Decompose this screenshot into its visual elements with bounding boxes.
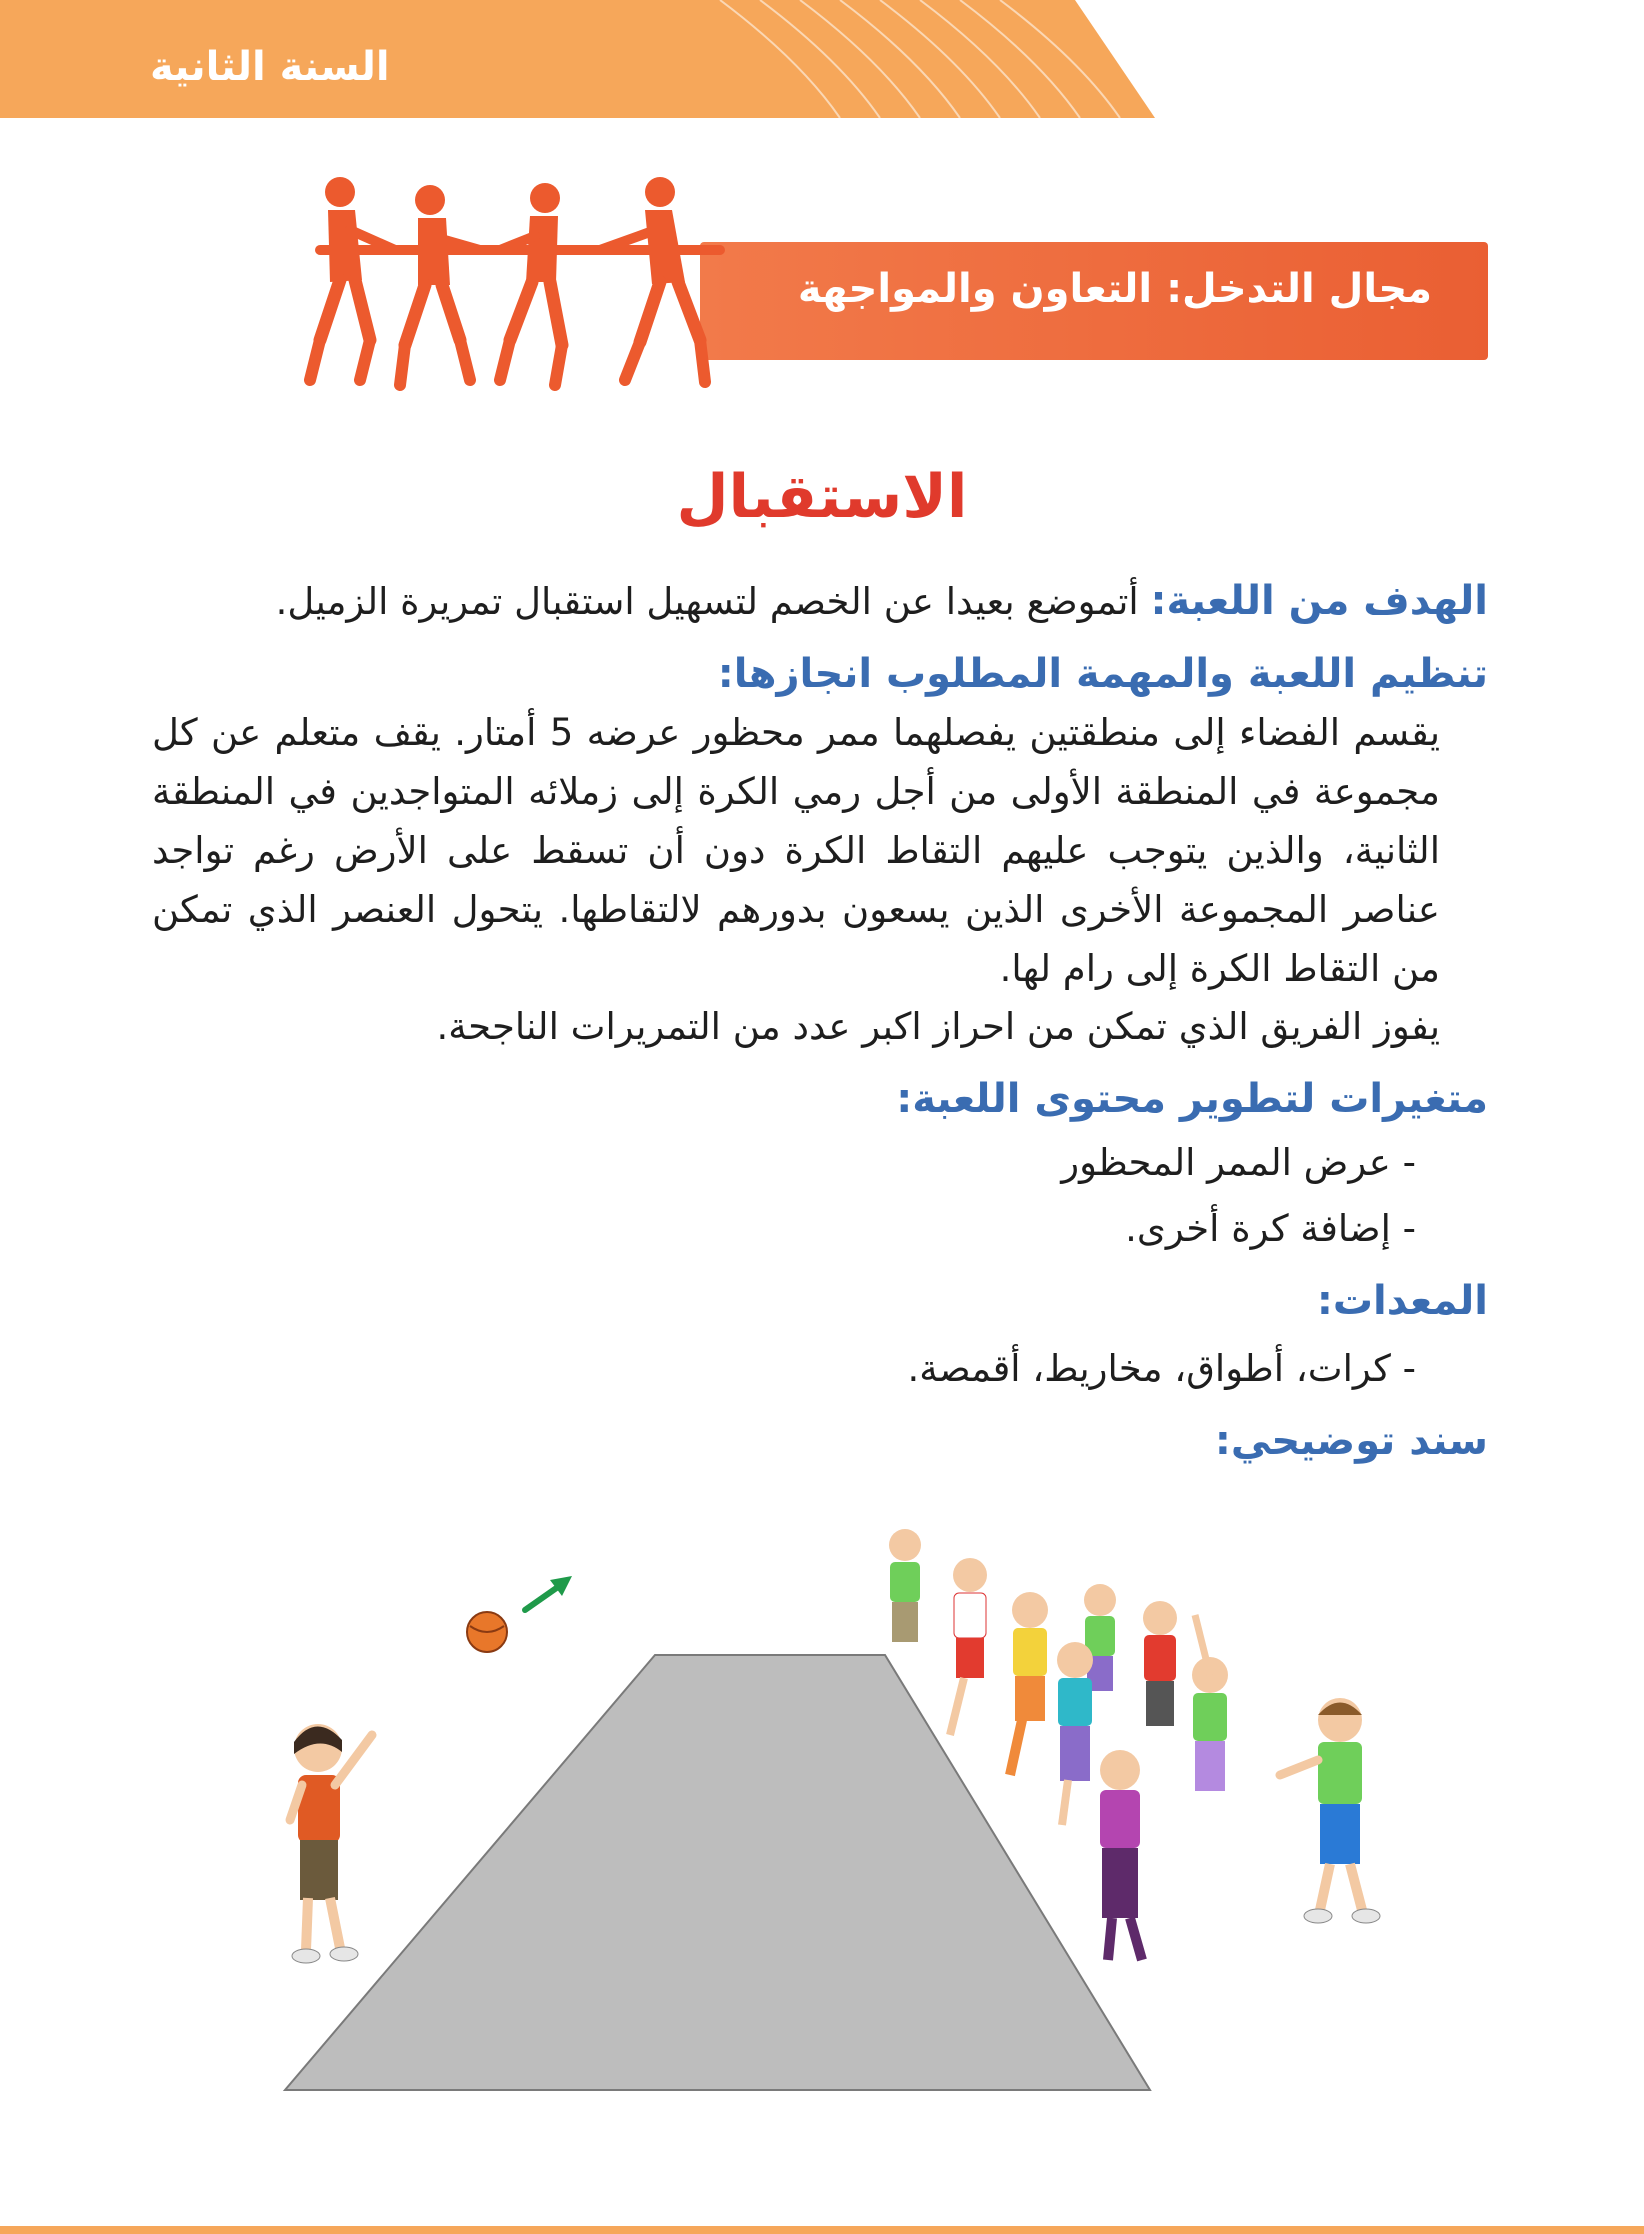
year-label: السنة الثانية xyxy=(150,44,390,90)
field-banner xyxy=(300,170,1490,410)
goal-text: أتموضع بعيدا عن الخصم لتسهيل استقبال تمريرة الزميل. xyxy=(275,580,1151,623)
page-title: الاستقبال xyxy=(676,462,968,532)
header-band xyxy=(0,0,1644,118)
goal-label: الهدف من اللعبة: xyxy=(1150,578,1488,624)
organization-paragraph-2: يفوز الفريق الذي تمكن من احراز اكبر عدد من التمريرات الناجحة. xyxy=(436,1005,1440,1048)
court-illustration xyxy=(250,1520,1430,2100)
variables-item: - عرض الممر المحظور xyxy=(1061,1141,1416,1184)
equipment-heading: المعدات: xyxy=(1316,1278,1488,1324)
footer-line xyxy=(0,2226,1644,2234)
variables-item: - إضافة كرة أخرى. xyxy=(1125,1207,1416,1250)
banner-text: مجال التدخل: التعاون والمواجهة xyxy=(797,266,1432,312)
tug-of-war-icon xyxy=(300,170,740,410)
arrow-icon xyxy=(525,1576,572,1610)
organization-paragraph-1: يقسم الفضاء إلى منطقتين يفصلهما ممر محظور عرضه 5 أمتار. يقف متعلم عن كل مجموعة في المنطقة الأولى من أجل رمي الكرة إلى زملائه المتواجدين في المنطقة الثانية، والذين يتوجب عليهم التقاط الكرة دون أن تسقط على الأرض رغم تواجد عناصر المجموعة الأخرى الذين يسعون بدورهم لالتقاطها. يتحول العنصر الذي تمكن من التقاط الكرة إلى رام لها. xyxy=(152,711,1440,990)
content xyxy=(152,572,1488,1470)
illustration-heading: سند توضيحي: xyxy=(1214,1418,1488,1464)
illustration xyxy=(250,1520,1430,2100)
goal-line xyxy=(152,572,1488,631)
ball-icon xyxy=(467,1612,507,1652)
organization-heading: تنظيم اللعبة والمهمة المطلوب انجازها: xyxy=(717,651,1488,697)
thrower-figure xyxy=(290,1724,372,1963)
equipment-item: - كرات، أطواق، مخاريط، أقمصة. xyxy=(907,1347,1416,1390)
variables-heading: متغيرات لتطوير محتوى اللعبة: xyxy=(896,1076,1488,1122)
